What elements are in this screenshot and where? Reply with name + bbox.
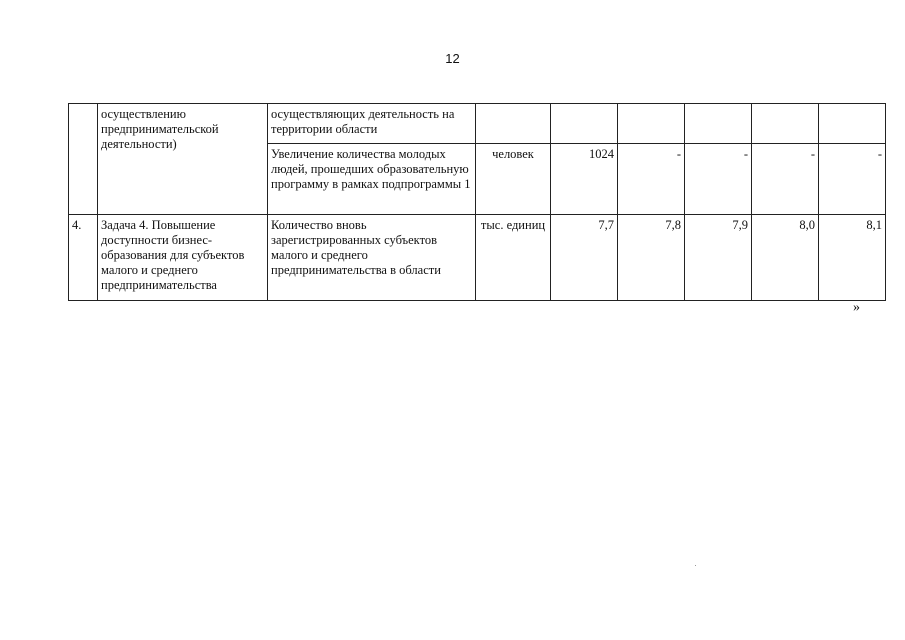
value-cell <box>685 104 752 144</box>
value-cell: 7,7 <box>551 215 618 301</box>
row-number-cell: 4. <box>69 215 98 301</box>
value-cell: - <box>819 144 886 215</box>
page-number: 12 <box>445 51 460 66</box>
value-cell: - <box>618 144 685 215</box>
unit-cell: тыс. единиц <box>476 215 551 301</box>
value-cell <box>618 104 685 144</box>
indicators-table <box>68 103 886 301</box>
unit-cell <box>476 104 551 144</box>
unit-cell: человек <box>476 144 551 215</box>
scan-speck <box>695 565 696 566</box>
table-row <box>69 104 886 144</box>
value-cell: - <box>685 144 752 215</box>
value-cell: 8,1 <box>819 215 886 301</box>
value-cell <box>819 104 886 144</box>
value-cell: 8,0 <box>752 215 819 301</box>
closing-quote-mark: » <box>853 300 860 315</box>
value-cell: 7,9 <box>685 215 752 301</box>
value-cell: 1024 <box>551 144 618 215</box>
indicator-cell: Количество вновь зарегистрированных субъектов малого и среднего предпринимательства в области <box>268 215 476 301</box>
task-cell: осуществлению предпринимательской деятельности) <box>98 104 268 215</box>
value-cell <box>551 104 618 144</box>
value-cell: 7,8 <box>618 215 685 301</box>
indicator-cell: осуществляющих деятельность на территории области <box>268 104 476 144</box>
table-row <box>69 215 886 301</box>
task-cell: Задача 4. Повышение доступности бизнес-образования для субъектов малого и среднего предпринимательства <box>98 215 268 301</box>
value-cell <box>752 104 819 144</box>
value-cell: - <box>752 144 819 215</box>
row-number-cell <box>69 104 98 215</box>
indicator-cell: Увеличение количества молодых людей, прошедших образовательную программу в рамках подпрограммы 1 <box>268 144 476 215</box>
